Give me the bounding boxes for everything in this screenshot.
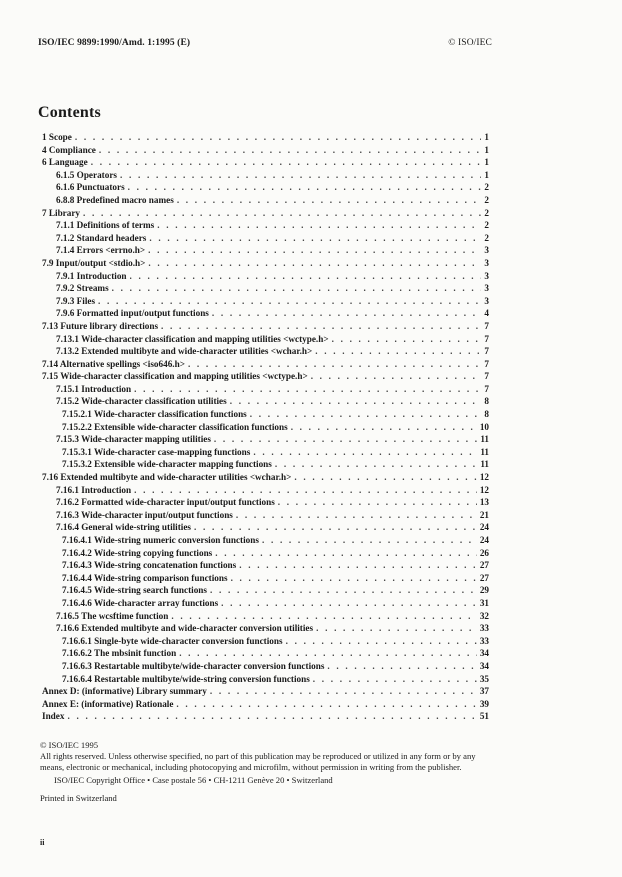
toc-entry [42, 496, 489, 509]
toc-entry-title: 7.16.3 Wide-character input/output functions [56, 509, 233, 520]
toc-leader-dots [327, 660, 476, 673]
toc-entry [42, 433, 489, 446]
toc-entry [42, 584, 489, 597]
toc-entry [42, 232, 489, 245]
toc-leader-dots [188, 358, 481, 371]
toc-entry-page: 4 [484, 308, 489, 319]
toc-entry [42, 635, 489, 648]
toc-entry-title: 7.16.4.2 Wide-string copying functions [62, 547, 213, 558]
toc-entry-title: 7.1.1 Definitions of terms [56, 220, 155, 231]
toc-entry-title: 7.16.1 Introduction [56, 484, 132, 495]
toc-entry-title: 7.13 Future library directions [42, 320, 159, 331]
toc-leader-dots [148, 244, 481, 257]
toc-leader-dots [161, 320, 481, 333]
toc-entry-title: 7.16.6.4 Restartable multibyte/wide-string conversion functions [62, 673, 310, 684]
toc-leader-dots [294, 471, 476, 484]
toc-entry-title: 7.16.4 General wide-string utilities [56, 522, 191, 533]
toc-entry [42, 698, 489, 711]
toc-entry-page: 1 [484, 169, 489, 180]
toc-entry-title: 7.16.5 The wcsftime function [56, 610, 169, 621]
toc-entry [42, 509, 489, 522]
toc-entry-page: 3 [484, 295, 489, 306]
toc-entry-page: 7 [484, 383, 489, 394]
toc-entry [42, 673, 489, 686]
toc-entry-page: 7 [484, 346, 489, 357]
toc-entry-title: 7.15.2.2 Extensible wide-character classification functions [62, 421, 288, 432]
table-of-contents [42, 131, 489, 723]
toc-leader-dots [253, 446, 477, 459]
toc-entry [42, 181, 489, 194]
toc-entry-page: 1 [484, 144, 489, 155]
toc-entry-page: 32 [479, 610, 489, 621]
toc-entry-title: 7.16.4.1 Wide-string numeric conversion functions [62, 535, 259, 545]
toc-entry-title: 7.16.6.2 The mbsinit function [62, 648, 177, 659]
toc-entry [42, 370, 489, 383]
toc-leader-dots [230, 395, 482, 408]
toc-entry [42, 169, 489, 182]
toc-entry-page: 34 [479, 660, 489, 671]
toc-entry-page: 21 [479, 509, 489, 520]
toc-leader-dots [262, 534, 477, 547]
toc-entry [42, 156, 489, 169]
toc-entry-title: 7.13.2 Extended multibyte and wide-character utilities <wchar.h> [56, 346, 313, 357]
toc-entry-page: 11 [480, 446, 489, 457]
toc-entry-title: 7.9 Input/output <stdio.h> [42, 257, 146, 268]
toc-entry-page: 2 [484, 182, 489, 193]
toc-entry [42, 194, 489, 207]
toc-leader-dots [210, 584, 477, 597]
toc-leader-dots [194, 521, 477, 534]
toc-entry-page: 7 [484, 333, 489, 344]
toc-entry-title: 6.8.8 Predefined macro names [56, 194, 174, 205]
toc-entry-page: 11 [480, 459, 489, 470]
toc-entry-page: 33 [479, 635, 489, 646]
toc-entry-page: 8 [484, 396, 489, 407]
copyright-line: © ISO/IEC 1995 [40, 740, 99, 750]
running-header-right: © ISO/IEC [448, 38, 492, 48]
toc-leader-dots [275, 458, 477, 471]
toc-entry-page: 51 [479, 711, 489, 722]
toc-entry-page: 7 [484, 320, 489, 331]
toc-entry [42, 307, 489, 320]
toc-leader-dots [215, 547, 477, 560]
toc-entry-title: 7.9.6 Formatted input/output functions [56, 308, 209, 319]
toc-entry [42, 521, 489, 534]
toc-leader-dots [83, 207, 481, 220]
toc-leader-dots [313, 673, 477, 686]
toc-entry-title: 7.16.2 Formatted wide-character input/output functions [56, 497, 275, 508]
toc-entry-page: 7 [484, 371, 489, 382]
toc-leader-dots [214, 433, 477, 446]
toc-leader-dots [212, 307, 482, 320]
toc-entry-page: 2 [484, 207, 489, 218]
toc-entry [42, 597, 489, 610]
toc-entry-title: Annex D: (informative) Library summary [42, 686, 207, 697]
toc-entry-title: 7.16.4.4 Wide-string comparison functions [62, 572, 228, 583]
toc-leader-dots [171, 610, 476, 623]
toc-entry [42, 547, 489, 560]
toc-leader-dots [210, 685, 477, 698]
toc-entry-page: 26 [479, 547, 489, 558]
toc-entry-page: 24 [479, 535, 489, 545]
toc-entry [42, 282, 489, 295]
toc-entry [42, 660, 489, 673]
toc-entry-title: Index [42, 711, 65, 722]
toc-entry [42, 320, 489, 333]
toc-entry [42, 395, 489, 408]
toc-entry-title: 7.16.4.3 Wide-string concatenation functions [62, 560, 237, 571]
toc-entry [42, 622, 489, 635]
toc-entry-page: 2 [484, 232, 489, 243]
toc-entry [42, 219, 489, 232]
toc-entry [42, 408, 489, 421]
toc-leader-dots [250, 408, 482, 421]
toc-entry-title: 7.1.4 Errors <errno.h> [56, 245, 146, 256]
toc-entry [42, 144, 489, 157]
toc-entry-title: 7.15.1 Introduction [56, 383, 132, 394]
toc-entry-title: 6.1.5 Operators [56, 169, 117, 180]
toc-entry-page: 2 [484, 194, 489, 205]
toc-leader-dots [134, 383, 481, 396]
toc-entry-page: 2 [484, 220, 489, 231]
toc-entry-page: 1 [484, 157, 489, 168]
toc-leader-dots [176, 698, 476, 711]
toc-entry-page: 29 [479, 585, 489, 596]
toc-entry-title: 7 Library [42, 207, 81, 218]
toc-entry [42, 270, 489, 283]
toc-entry-page: 35 [479, 673, 489, 684]
toc-entry-page: 7 [484, 358, 489, 369]
toc-entry-title: 1 Scope [42, 132, 72, 142]
toc-leader-dots [231, 572, 477, 585]
toc-leader-dots [177, 194, 482, 207]
toc-entry [42, 446, 489, 459]
toc-leader-dots [134, 484, 477, 497]
toc-entry [42, 685, 489, 698]
toc-entry [42, 610, 489, 623]
toc-entry [42, 295, 489, 308]
page-title: Contents [38, 104, 101, 121]
toc-entry-page: 39 [479, 698, 489, 709]
page-number: ii [40, 838, 45, 847]
toc-leader-dots [75, 131, 482, 144]
toc-entry-title: 7.9.2 Streams [56, 283, 109, 294]
toc-entry [42, 484, 489, 497]
toc-entry-page: 10 [479, 421, 489, 432]
toc-leader-dots [98, 295, 481, 308]
toc-entry [42, 710, 489, 723]
toc-entry [42, 421, 489, 434]
printed-in: Printed in Switzerland [40, 793, 117, 803]
toc-leader-dots [149, 232, 481, 245]
toc-entry-page: 8 [484, 409, 489, 420]
toc-entry [42, 458, 489, 471]
toc-entry-title: 7.15.3 Wide-character mapping utilities [56, 434, 211, 445]
toc-entry [42, 257, 489, 270]
toc-entry [42, 358, 489, 371]
toc-entry-page: 34 [479, 648, 489, 659]
toc-leader-dots [239, 559, 477, 572]
toc-entry-page: 3 [484, 245, 489, 256]
toc-leader-dots [157, 219, 481, 232]
toc-entry-title: 7.9.1 Introduction [56, 270, 127, 281]
toc-entry-title: 7.16.6 Extended multibyte and wide-character conversion utilities [56, 623, 314, 634]
toc-entry-page: 12 [479, 484, 489, 495]
toc-entry-title: Annex E: (informative) Rationale [42, 698, 174, 709]
toc-entry [42, 131, 489, 144]
toc-entry-title: 6 Language [42, 157, 88, 168]
toc-leader-dots [179, 647, 477, 660]
toc-leader-dots [120, 169, 481, 182]
toc-entry-page: 24 [479, 522, 489, 533]
toc-entry-title: 7.16.4.5 Wide-string search functions [62, 585, 207, 596]
toc-entry-title: 7.16.6.3 Restartable multibyte/wide-character conversion functions [62, 660, 325, 671]
toc-entry [42, 647, 489, 660]
copyright-notice [40, 740, 490, 804]
toc-entry [42, 345, 489, 358]
toc-entry [42, 333, 489, 346]
toc-entry-title: 7.13.1 Wide-character classification and mapping utilities <wctype.h> [56, 333, 329, 344]
toc-leader-dots [130, 270, 482, 283]
toc-leader-dots [128, 181, 482, 194]
toc-leader-dots [99, 144, 482, 157]
toc-entry-page: 33 [479, 623, 489, 634]
toc-entry-page: 37 [479, 686, 489, 697]
toc-entry-title: 4 Compliance [42, 144, 96, 155]
toc-entry-title: 7.15 Wide-character classification and mapping utilities <wctype.h> [42, 371, 308, 382]
toc-entry-page: 11 [480, 434, 489, 445]
toc-entry [42, 572, 489, 585]
toc-entry-title: 7.16.4.6 Wide-character array functions [62, 597, 219, 608]
toc-leader-dots [221, 597, 477, 610]
toc-entry-page: 3 [484, 270, 489, 281]
toc-entry-title: 7.15.3.2 Extensible wide-character mapping functions [62, 459, 272, 470]
toc-leader-dots [332, 333, 482, 346]
toc-leader-dots [311, 370, 482, 383]
toc-entry-page: 3 [484, 283, 489, 294]
toc-leader-dots [236, 509, 477, 522]
toc-entry-title: 7.14 Alternative spellings <iso646.h> [42, 358, 185, 369]
toc-entry-page: 13 [479, 497, 489, 508]
toc-entry-page: 27 [479, 560, 489, 571]
toc-leader-dots [316, 622, 477, 635]
toc-entry-page: 1 [484, 132, 489, 142]
toc-entry-title: 6.1.6 Punctuators [56, 182, 125, 193]
toc-leader-dots [278, 496, 477, 509]
toc-entry [42, 559, 489, 572]
toc-leader-dots [286, 635, 477, 648]
toc-leader-dots [91, 156, 482, 169]
toc-entry [42, 534, 489, 547]
copyright-office-address: ISO/IEC Copyright Office • Case postale 56 • CH-1211 Genève 20 • Switzerland [54, 775, 333, 785]
toc-entry-title: 7.15.2.1 Wide-character classification functions [62, 409, 247, 420]
toc-leader-dots [315, 345, 481, 358]
toc-entry [42, 244, 489, 257]
toc-entry-title: 7.16 Extended multibyte and wide-character utilities <wchar.h> [42, 472, 292, 483]
toc-entry [42, 383, 489, 396]
toc-entry-page: 3 [484, 257, 489, 268]
toc-entry [42, 471, 489, 484]
toc-leader-dots [67, 710, 476, 723]
toc-entry-title: 7.1.2 Standard headers [56, 232, 147, 243]
toc-entry-page: 27 [479, 572, 489, 583]
toc-entry-page: 12 [479, 472, 489, 483]
toc-entry-title: 7.9.3 Files [56, 295, 96, 306]
toc-entry-title: 7.16.6.1 Single-byte wide-character conversion functions [62, 635, 283, 646]
running-header-left: ISO/IEC 9899:1990/Amd. 1:1995 (E) [38, 38, 191, 48]
toc-leader-dots [291, 421, 477, 434]
rights-statement: All rights reserved. Unless otherwise specified, no part of this publication may be reproduced or utilized in any form or by any means, electronic or mechanical, including photocopying and microfilm, without permission in writing from the publisher. [40, 751, 476, 772]
toc-entry-title: 7.15.3.1 Wide-character case-mapping functions [62, 446, 251, 457]
toc-entry-page: 31 [479, 597, 489, 608]
toc-leader-dots [148, 257, 481, 270]
toc-leader-dots [112, 282, 482, 295]
toc-entry-title: 7.15.2 Wide-character classification utilities [56, 396, 227, 407]
toc-entry [42, 207, 489, 220]
